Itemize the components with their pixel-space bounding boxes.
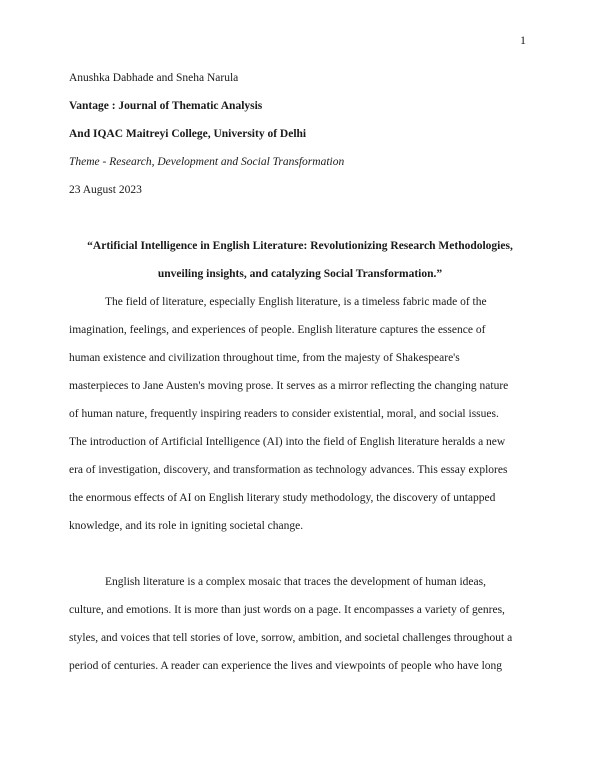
essay-title-line-1: “Artificial Intelligence in English Literature: Revolutionizing Research Methodologies, [87,240,513,252]
body-line: the enormous effects of AI on English literary study methodology, the discovery of untapped [69,492,496,504]
journal-name: Vantage : Journal of Thematic Analysis [69,100,263,112]
page-number: 1 [520,33,526,47]
body-line: imagination, feelings, and experiences of people. English literature captures the essence of [69,324,486,336]
date: 23 August 2023 [69,184,142,196]
body-line: era of investigation, discovery, and transformation as technology advances. This essay explores [69,464,508,476]
body-line: of human nature, frequently inspiring readers to consider existential, moral, and social issues. [69,408,499,420]
institution: And IQAC Maitreyi College, University of Delhi [69,128,307,140]
body-line: English literature is a complex mosaic that traces the development of human ideas, [105,576,486,588]
body-line: human existence and civilization throughout time, from the majesty of Shakespeare's [69,352,460,364]
body-line: masterpieces to Jane Austen's moving prose. It serves as a mirror reflecting the changing nature [69,380,509,392]
body-line: styles, and voices that tell stories of love, sorrow, ambition, and societal challenges throughout a [69,632,513,644]
body-line: knowledge, and its role in igniting societal change. [69,520,304,532]
authors: Anushka Dabhade and Sneha Narula [69,72,239,84]
essay-title-line-2: unveiling insights, and catalyzing Social Transformation.” [157,268,443,280]
body-line: period of centuries. A reader can experience the lives and viewpoints of people who have long [69,660,503,672]
theme: Theme - Research, Development and Social Transformation [69,156,345,168]
body-line: The field of literature, especially English literature, is a timeless fabric made of the [105,296,487,308]
body-line: The introduction of Artificial Intelligence (AI) into the field of English literature heralds a new [69,436,506,448]
body-line: culture, and emotions. It is more than just words on a page. It encompasses a variety of genres, [69,604,505,616]
